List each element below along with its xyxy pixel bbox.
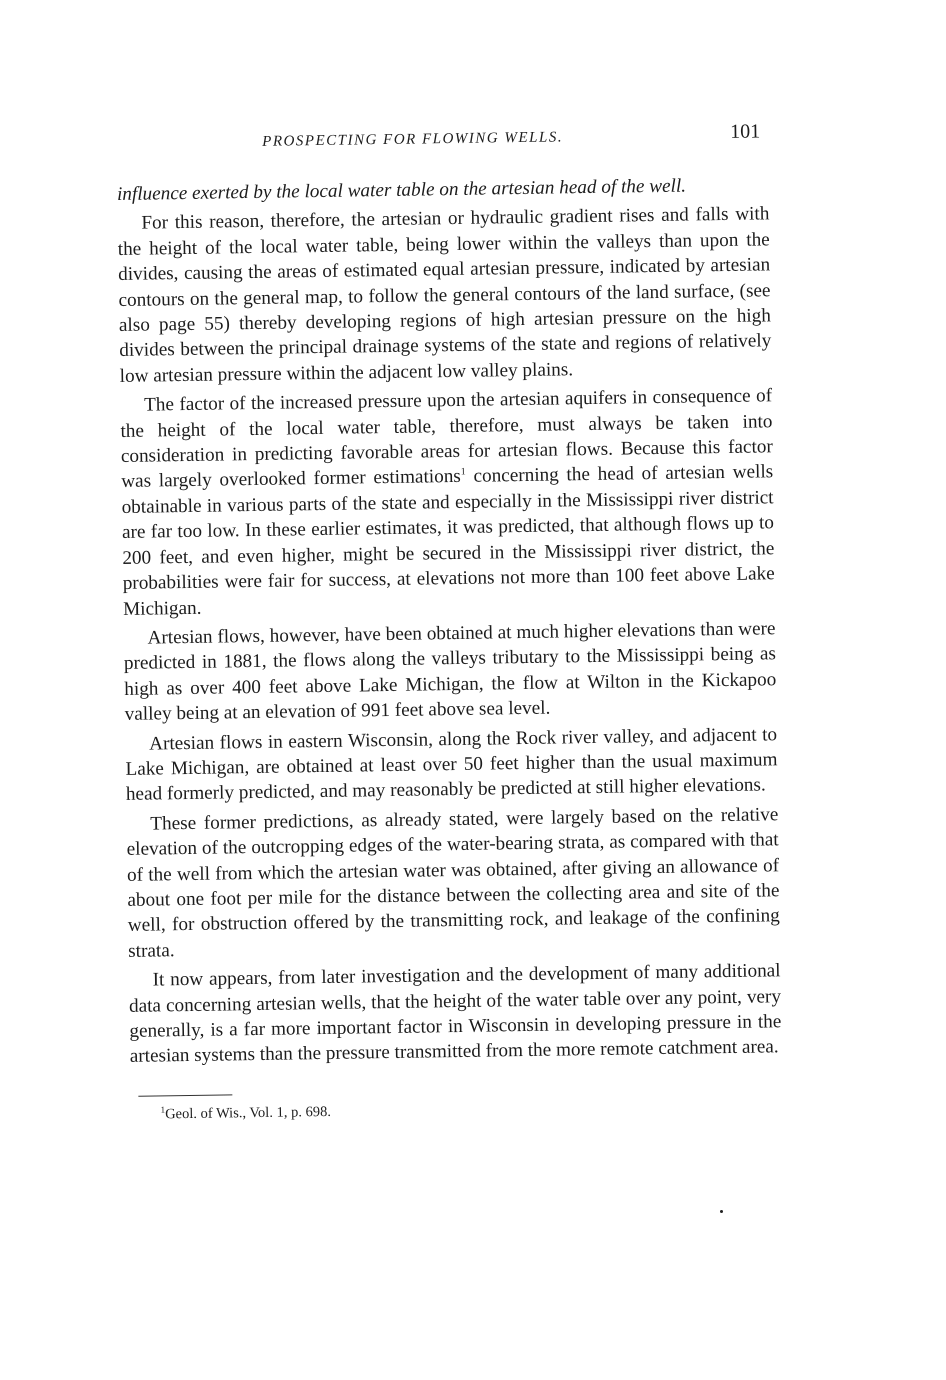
body-text <box>117 172 782 1069</box>
paragraph: Artesian flows, however, have been obtained at much higher elevations than were predicted in 1881, the flows along the valleys tributary to the Mississippi being as high as over 400 feet above Lake Michigan, the flow at Wilton in the Kickapoo valley being at an elevation of 991 feet above sea level. <box>123 618 777 726</box>
paragraph-with-footnote-ref <box>120 384 775 622</box>
paragraph: Artesian flows in eastern Wisconsin, along the Rock river valley, and adjacent to Lake Michigan, are obtained at least over 50 feet higher than the usual maximum head formerly predicted, and may reasonably be predicted at still higher elevations. <box>125 723 778 806</box>
page-number: 101 <box>729 120 761 143</box>
paragraph-text-before-note: The factor of the increased pressure upon the artesian aquifers in consequence of the height of the local water table, therefore, must always be taken into consideration in predicting favorable areas for artesian flows. Because this factor was largely overlooked former estimations <box>120 385 773 493</box>
footnote-reference: 1 <box>460 466 466 479</box>
running-title: PROSPECTING FOR FLOWING WELLS. <box>262 129 564 150</box>
paragraph-continuation: influence exerted by the local water table on the artesian head of the well. <box>116 175 687 205</box>
paragraph: These former predictions, as already stated, were largely based on the relative elevation of the outcropping edges of the water-bearing strata, as compared with that of the well from which the artesian water was obtained, after giving an allowance of about one foot per mile for the distance between the collecting area and site of the well, for obstruction offered by the transmitting rock, and leakage of the confining strata. <box>126 804 780 962</box>
footnote <box>160 1095 782 1124</box>
footnote-marker: 1 <box>160 1104 166 1115</box>
paragraph-text-after-note: concerning the head of artesian wells obtainable in various parts of the state and especially in the Mississippi river district are far too low. In these earlier estimates, it was predicted, that although flows up to 200 feet, and even higher, might be secured in the Mississippi river district, the probabilities were fair for success, at elevations not more than 100 feet above Lake Michigan. <box>121 461 775 620</box>
running-head <box>116 118 768 162</box>
footnote-rule <box>138 1094 232 1096</box>
footnote-text: Geol. of Wis., Vol. 1, p. 698. <box>165 1103 332 1123</box>
book-page <box>116 118 783 1124</box>
paragraph: For this reason, therefore, the artesian or hydraulic gradient rises and falls with the height of the local water table, being lower within the valleys than upon the divides, causing the areas of estimated equal artesian pressure, indicated by artesian contours on the general map, to follow the general contours of the land surface, (see also page 55) thereby developing regions of high artesian pressure on the high divides between the principal drainage systems of the state and regions of relatively low artesian pressure within the adjacent low valley plains. <box>117 203 772 387</box>
print-speck <box>720 1210 723 1213</box>
paragraph: It now appears, from later investigation and the development of many additional data concerning artesian wells, that the height of the water table over any point, very generally, is a far more important factor in Wisconsin in developing pressure in the artesian systems than the pressure transmitted from the more remote catchment area. <box>128 960 782 1068</box>
